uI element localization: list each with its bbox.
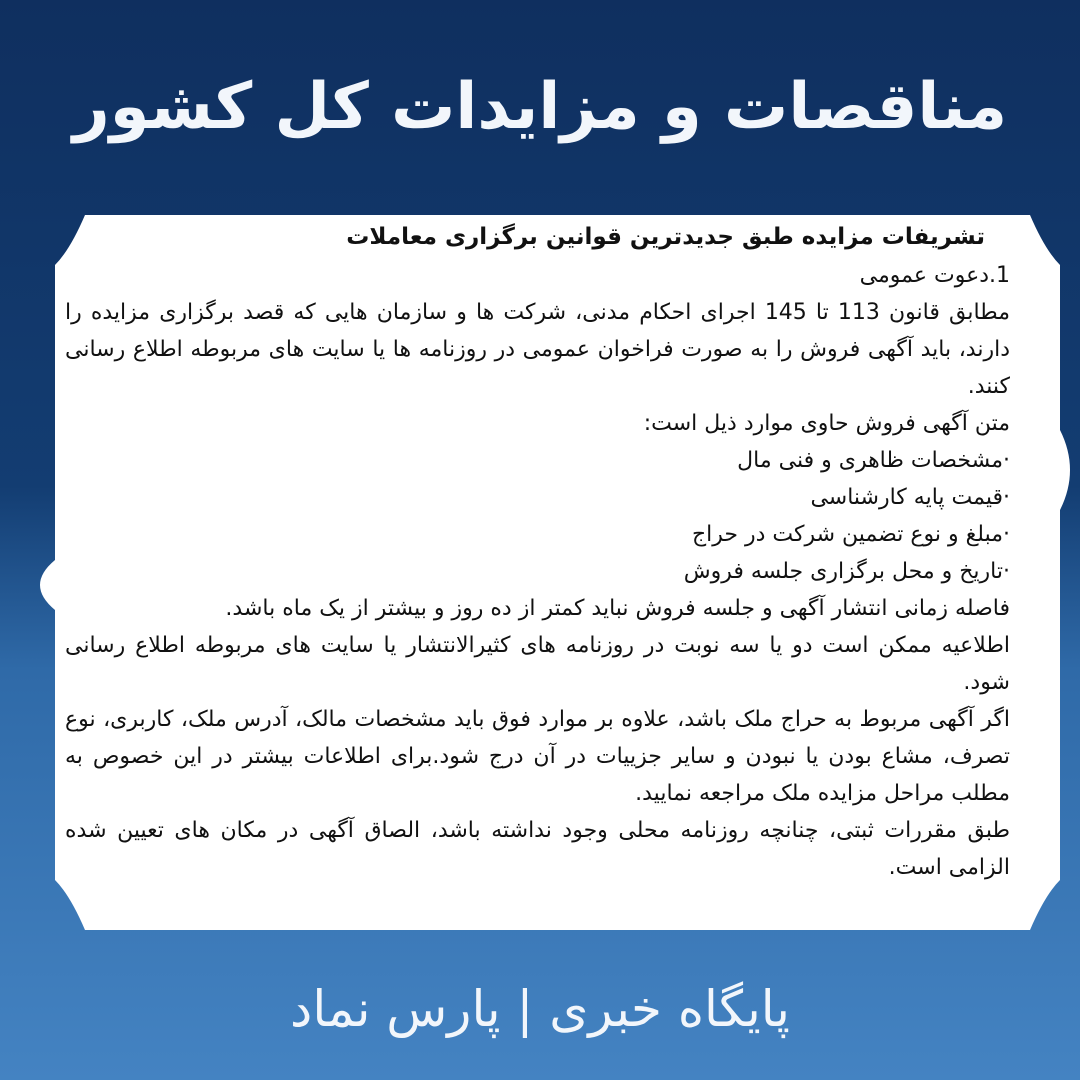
footer-site-name: پایگاه خبری | پارس نماد <box>290 980 790 1038</box>
paragraph: مطابق قانون 113 تا 145 اجرای احکام مدنی، شرکت ها و سازمان هایی که قصد برگزاری مزایده را دارند، باید آگهی فروش را به صورت فراخوان عمومی در روزنامه ها یا سایت های مربوطه اطلاع رسانی کنند. <box>65 300 1011 399</box>
list-item: · مبلغ و نوع تضمین شرکت در حراج <box>65 516 1010 553</box>
list-item: · مشخصات ظاهری و فنی مال <box>65 442 1010 479</box>
section-title: 1.دعوت عمومی <box>859 263 1010 288</box>
list-item: · قیمت پایه کارشناسی <box>65 479 1010 516</box>
article-body <box>55 257 1025 886</box>
paragraph: فاصله زمانی انتشار آگهی و جلسه فروش نباید کمتر از ده روز و بیشتر از یک ماه باشد. <box>225 596 1010 621</box>
page-title: مناقصات و مزایدات کل کشور <box>72 70 1008 144</box>
content-card <box>55 215 1025 930</box>
list-intro: متن آگهی فروش حاوی موارد ذیل است: <box>643 411 1010 436</box>
paragraph: اطلاعیه ممکن است دو یا سه نوبت در روزنامه های کثیرالانتشار یا سایت های مربوطه اطلاع رسانی شود. <box>65 633 1010 695</box>
list-item: · تاریخ و محل برگزاری جلسه فروش <box>65 553 1010 590</box>
paragraph: اگر آگهی مربوط به حراج ملک باشد، علاوه بر موارد فوق باید مشخصات مالک، آدرس ملک، کاربری، نوع تصرف، مشاع بودن یا نبودن و سایر جزییات در آن درج شود.برای اطلاعات بیشتر در این خصوص به مطلب مراحل مزایده ملک مراجعه نمایید. <box>65 707 1010 806</box>
article-heading: تشریفات مزایده طبق جدیدترین قوانین برگزاری معاملات <box>346 224 985 250</box>
paragraph: طبق مقررات ثبتی، چنانچه روزنامه محلی وجود نداشته باشد، الصاق آگهی در مکان های تعیین شده الزامی است. <box>65 818 1010 880</box>
